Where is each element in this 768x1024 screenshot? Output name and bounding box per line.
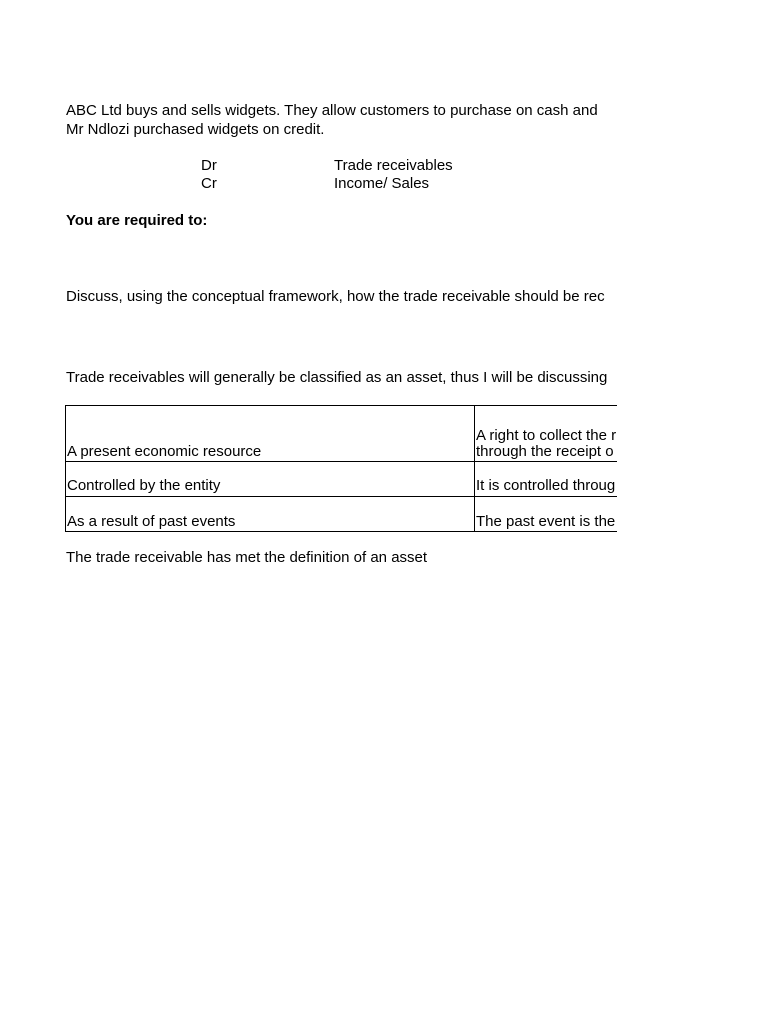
- table-border-middle: [474, 405, 475, 532]
- table-border-row2: [65, 496, 617, 497]
- table-cell-criterion: As a result of past events: [67, 513, 236, 530]
- conclusion-text: The trade receivable has met the definition of an asset: [66, 549, 428, 566]
- table-cell-explanation-line-2: through the receipt o: [476, 443, 614, 460]
- intro-line-1: ABC Ltd buys and sells widgets. They allow customers to purchase on cash and: [66, 102, 598, 119]
- table-border-row1: [65, 461, 617, 462]
- table-cell-criterion: A present economic resource: [67, 443, 262, 460]
- table-cell-explanation-line-1: A right to collect the r: [476, 427, 617, 444]
- journal-debit-side: Dr: [201, 157, 217, 174]
- table-border-bottom: [65, 531, 617, 532]
- intro-line-2: Mr Ndlozi purchased widgets on credit.: [66, 121, 325, 138]
- table-cell-criterion: Controlled by the entity: [67, 477, 221, 494]
- journal-debit-account: Trade receivables: [334, 157, 453, 174]
- table-cell-explanation-line-1: It is controlled throug: [476, 477, 616, 494]
- table-cell-explanation-line-1: The past event is the: [476, 513, 616, 530]
- journal-credit-side: Cr: [201, 175, 217, 192]
- question-text: Discuss, using the conceptual framework, how the trade receivable should be rec: [66, 288, 605, 305]
- table-border-top: [65, 405, 617, 406]
- journal-credit-account: Income/ Sales: [334, 175, 430, 192]
- required-heading: You are required to:: [66, 212, 208, 229]
- answer-intro-text: Trade receivables will generally be classified as an asset, thus I will be discussing: [66, 369, 608, 386]
- table-border-left: [65, 405, 66, 532]
